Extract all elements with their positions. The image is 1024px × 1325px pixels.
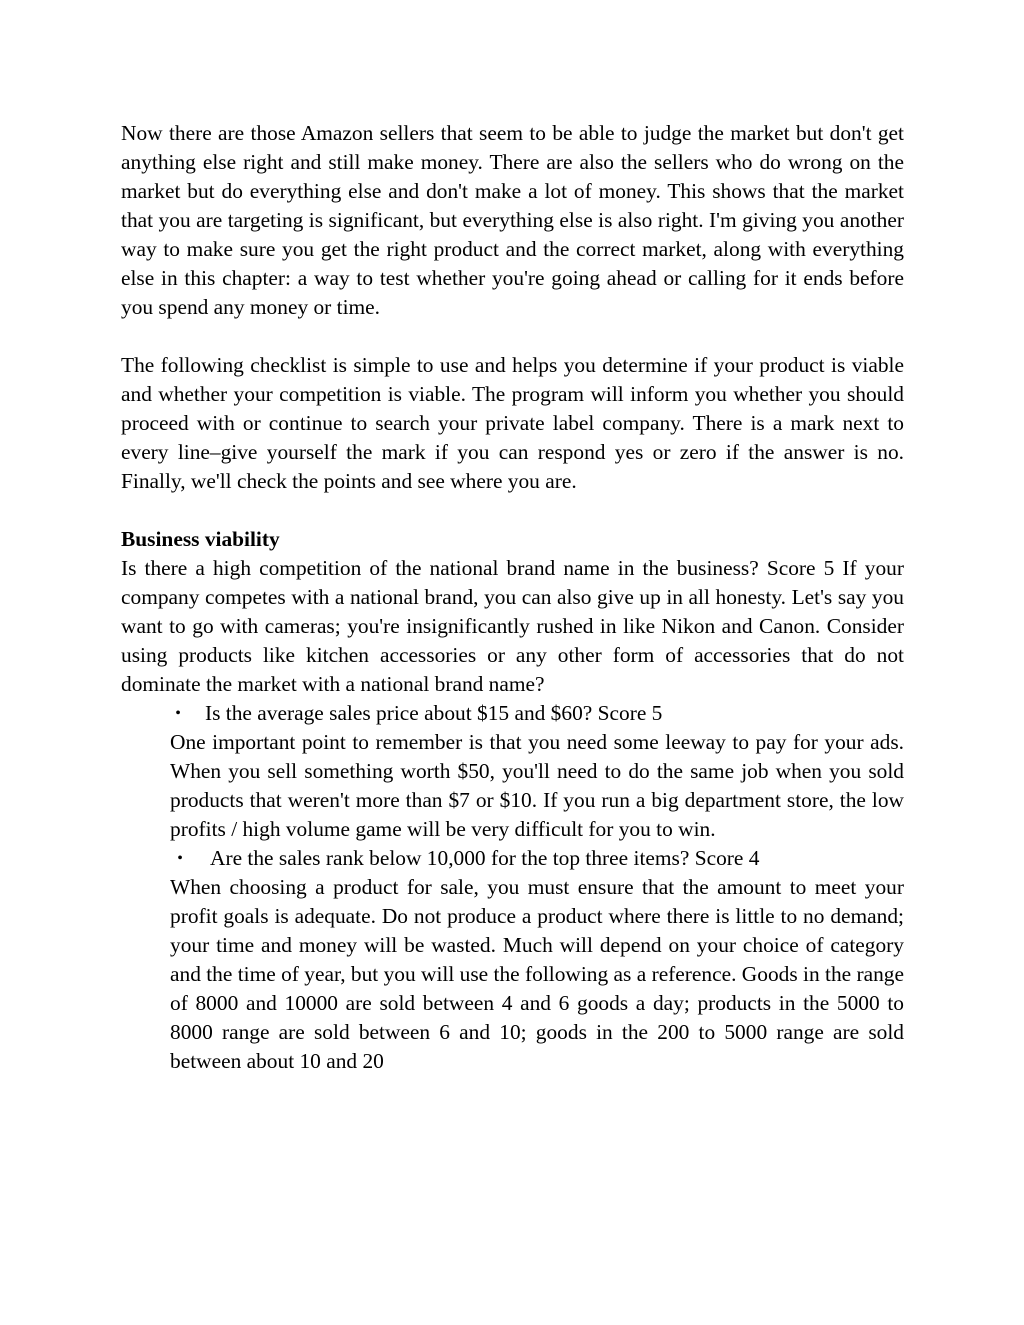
bullet-body: When choosing a product for sale, you must ensure that the amount to meet your profit goals is adequate. Do not produce a product where there is little to no demand; your time and money will be wasted. Much will depend on your choice of category and the time of year, but you will use the following as a reference. Goods in the range of 8000 and 10000 are sold between 4 and 6 goods a day; products in the 5000 to 8000 range are sold between 6 and 10; goods in the 200 to 5000 range are sold between about 10 and 20 xyxy=(170,875,904,1073)
competition-paragraph: Is there a high competition of the national brand name in the business? Score 5 If your company competes with a national brand, you can also give up in all honesty. Let's say you want to go with cameras; you're insignificantly rushed in like Nikon and Canon. Consider using products like kitchen accessories or any other form of accessories that do not dominate the market with a national brand name? xyxy=(121,556,904,696)
document-page xyxy=(121,119,904,1076)
section-heading: Business viability xyxy=(121,527,280,551)
paragraph-spacer xyxy=(121,496,904,525)
checklist-item xyxy=(170,699,904,844)
checklist-item xyxy=(170,844,904,1076)
bullet-body: One important point to remember is that you need some leeway to pay for your ads. When you sell something worth $50, you'll need to do the same job when you sold products that weren't more than $7 or $10. If you run a big department store, the low profits / high volume game will be very difficult for you to win. xyxy=(170,730,904,841)
bullet-title: Is the average sales price about $15 and $60? Score 5 xyxy=(205,701,663,725)
bullet-icon: • xyxy=(177,850,183,867)
bullet-icon: • xyxy=(175,705,181,722)
intro-paragraph: Now there are those Amazon sellers that seem to be able to judge the market but don't get anything else right and still make money. There are also the sellers who do wrong on the market but do everything else and don't make a lot of money. This shows that the market that you are targeting is significant, but everything else is also right. I'm giving you another way to make sure you get the right product and the correct market, along with everything else in this chapter: a way to test whether you're going ahead or calling for it ends before you spend any money or time. xyxy=(121,121,904,319)
bullet-title: Are the sales rank below 10,000 for the top three items? Score 4 xyxy=(210,846,760,870)
bullet-title-line xyxy=(170,699,904,728)
bullet-title-line xyxy=(170,844,904,873)
checklist-paragraph: The following checklist is simple to use and helps you determine if your product is viable and whether your competition is viable. The program will inform you whether you should proceed with or continue to search your private label company. There is a mark next to every line–give yourself the mark if you can respond yes or zero if the answer is no. Finally, we'll check the points and see where you are. xyxy=(121,353,904,493)
paragraph-spacer xyxy=(121,322,904,351)
